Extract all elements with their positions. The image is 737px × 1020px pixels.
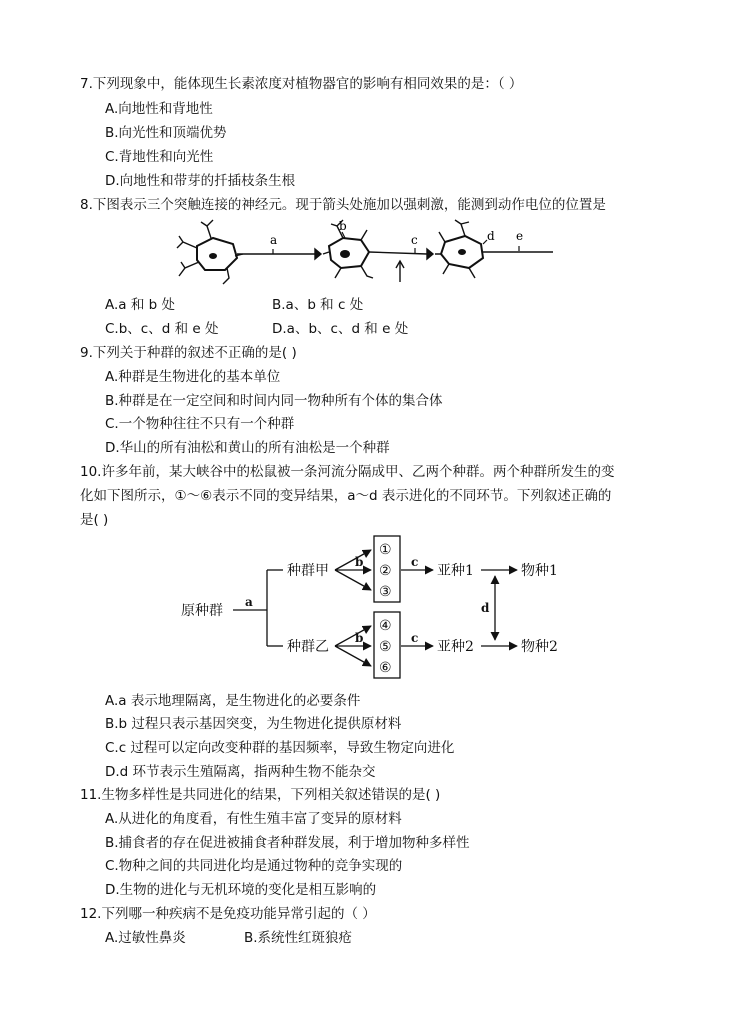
q8-option-c: C.b、c、d 和 e 处 [105, 321, 219, 337]
subspecies-1: 亚种1 [437, 563, 474, 579]
q12-option-b: B.系统性红斑狼疮 [244, 930, 353, 946]
q8-option-a: A.a 和 b 处 [105, 297, 176, 313]
population-yi: 种群乙 [287, 639, 329, 655]
q10-stem-line3: 是( ) [80, 512, 109, 528]
q12-stem: 12.下列哪一种疾病不是免疫功能异常引起的（ ） [80, 906, 376, 922]
speciation-diagram [175, 532, 575, 682]
q11-option-a: A.从进化的角度看，有性生殖丰富了变异的原材料 [105, 811, 402, 827]
q12-option-a: A.过敏性鼻炎 [105, 930, 186, 946]
q8-option-b: B.a、b 和 c 处 [272, 297, 364, 313]
neuron-label-e: e [516, 229, 524, 243]
q9-option-a: A.种群是生物进化的基本单位 [105, 369, 281, 385]
q10-option-d: D.d 环节表示生殖隔离，指两种生物不能杂交 [105, 764, 376, 780]
result-2: ② [379, 563, 392, 579]
q11-option-c: C.物种之间的共同进化均是通过物种的竞争实现的 [105, 858, 403, 874]
neuron-label-b: b [339, 219, 347, 233]
population-jia: 种群甲 [287, 563, 329, 579]
q10-stem-line1: 10.许多年前，某大峡谷中的松鼠被一条河流分隔成甲、乙两个种群。两个种群所发生的变 [80, 464, 615, 480]
subspecies-2: 亚种2 [437, 639, 474, 655]
result-1: ① [379, 542, 392, 558]
label-a: a [245, 595, 253, 609]
result-4: ④ [379, 618, 392, 634]
origin-population: 原种群 [181, 603, 223, 619]
q7-option-b: B.向光性和顶端优势 [105, 125, 227, 141]
q11-option-b: B.捕食者的存在促进被捕食者种群发展，利于增加物种多样性 [105, 835, 470, 851]
result-5: ⑤ [379, 639, 392, 655]
q10-option-c: C.c 过程可以定向改变种群的基因频率，导致生物定向进化 [105, 740, 455, 756]
result-6: ⑥ [379, 660, 392, 676]
q10-option-a: A.a 表示地理隔离，是生物进化的必要条件 [105, 693, 361, 709]
q8-stem: 8.下图表示三个突触连接的神经元。现于箭头处施加以强刺激，能测到动作电位的位置是 [80, 197, 606, 213]
label-c-bottom: c [411, 631, 419, 645]
q7-option-c: C.背地性和向光性 [105, 149, 214, 165]
q11-option-d: D.生物的进化与无机环境的变化是相互影响的 [105, 882, 377, 898]
species-1: 物种1 [521, 563, 558, 579]
q10-option-b: B.b 过程只表示基因突变，为生物进化提供原材料 [105, 716, 402, 732]
q10-stem-line2: 化如下图所示，①～⑥表示不同的变异结果，a～d 表示进化的不同环节。下列叙述正确的 [80, 488, 612, 504]
q9-option-b: B.种群是在一定空间和时间内同一物种所有个体的集合体 [105, 393, 443, 409]
label-b-bottom: b [355, 631, 364, 645]
label-c-top: c [411, 555, 419, 569]
neuron-label-a: a [270, 233, 278, 247]
q8-option-d: D.a、b、c、d 和 e 处 [272, 321, 409, 337]
q11-stem: 11.生物多样性是共同进化的结果，下列相关叙述错误的是( ) [80, 787, 441, 803]
label-b-top: b [355, 555, 364, 569]
label-d: d [481, 601, 490, 615]
q7-stem: 7.下列现象中，能体现生长素浓度对植物器官的影响有相同效果的是：（ ） [80, 76, 523, 92]
q9-option-c: C.一个物种往往不只有一个种群 [105, 416, 295, 432]
q7-option-a: A.向地性和背地性 [105, 101, 213, 117]
q9-stem: 9.下列关于种群的叙述不正确的是( ) [80, 345, 297, 361]
neuron-label-c: c [411, 233, 418, 247]
neuron-label-d: d [487, 229, 495, 243]
result-3: ③ [379, 584, 392, 600]
q9-option-d: D.华山的所有油松和黄山的所有油松是一个种群 [105, 440, 390, 456]
q7-option-d: D.向地性和带芽的扦插枝条生根 [105, 173, 296, 189]
species-2: 物种2 [521, 639, 558, 655]
neuron-diagram [175, 218, 565, 288]
